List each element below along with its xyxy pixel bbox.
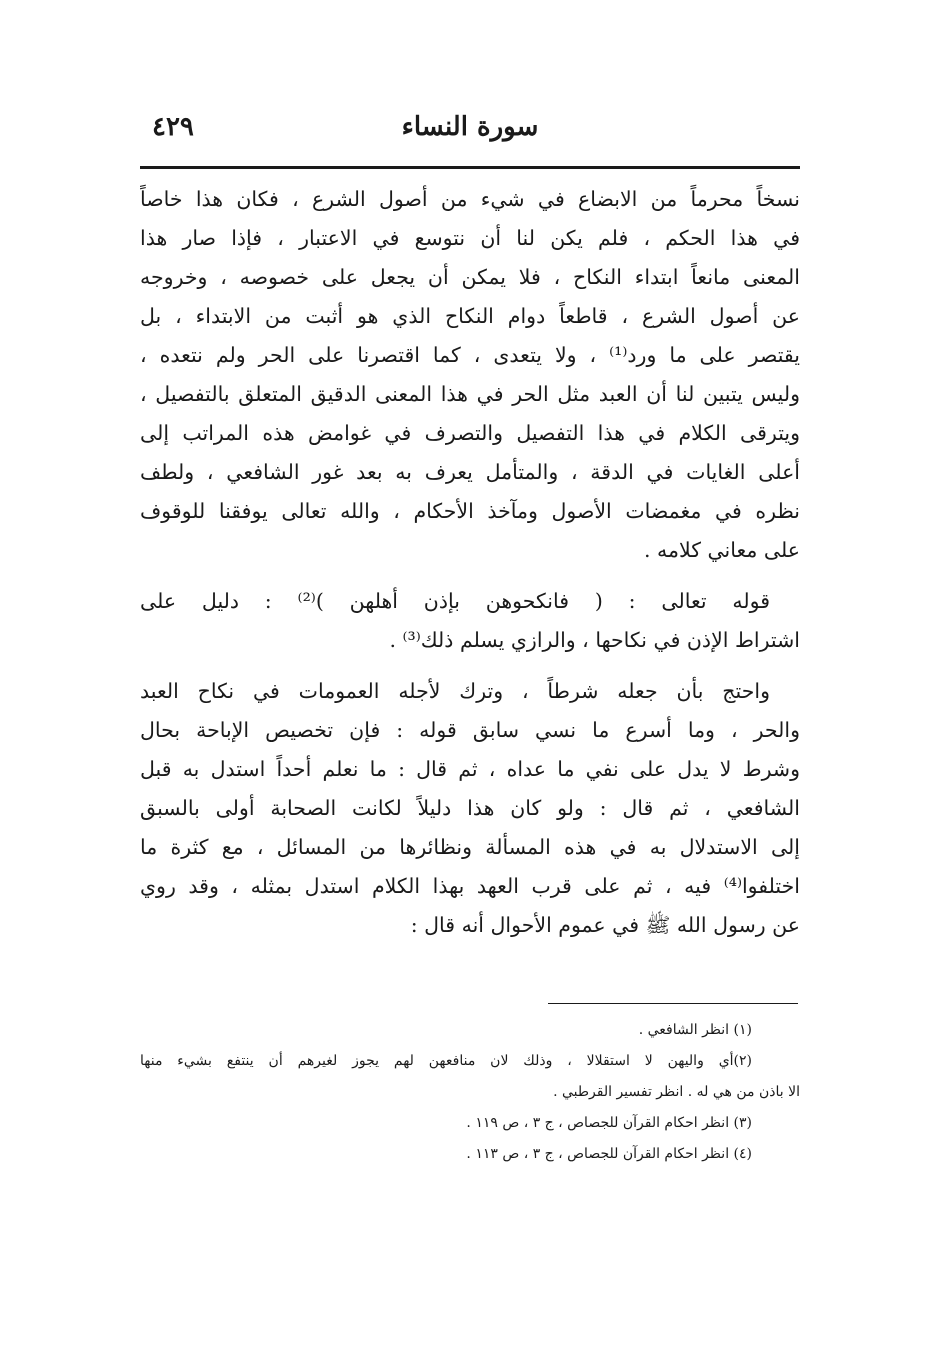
text-line: ويترقى الكلام في هذا التفصيل والتصرف في غوامض هذه المراتب إلى <box>140 421 800 445</box>
text-line: قوله تعالى : ( فانكحوهن بإذن أهلهن )⁽²⁾ : دليل على <box>140 589 770 613</box>
running-title: سورة النساء <box>401 112 539 142</box>
page-header <box>140 112 800 152</box>
paragraph-gap <box>140 570 800 582</box>
text-line: نظره في مغمضات الأصول ومآخذ الأحكام ، والله تعالى يوفقنا للوقوف <box>140 499 800 523</box>
paragraph-2 <box>140 582 800 660</box>
footnote-3: (٣) انظر احكام القرآن للجصاص ، ج ٣ ، ص ١١٩ . <box>466 1115 752 1131</box>
footnote-2: (٢)أي واليهن لا استقلالا ، وذلك لان منافعهن لهم يجوز لغيرهم أن ينتفع بشيء منها <box>140 1053 752 1069</box>
text-line: إلى الاستدلال به في هذه المسألة ونظائرها من المسائل ، مع كثرة ما <box>140 835 800 859</box>
text-line: يقتصر على ما ورد⁽¹⁾ ، ولا يتعدى ، كما اقتصرنا على الحر ولم نتعده ، <box>140 343 800 367</box>
text-line: الشافعي ، ثم قال : ولو كان هذا دليلاً لكانت الصحابة أولى بالسبق <box>140 796 800 820</box>
footnote-rule <box>548 1003 798 1004</box>
footnote-4: (٤) انظر احكام القرآن للجصاص ، ج ٣ ، ص ١١٣ . <box>466 1146 752 1162</box>
text-line: عن أصول الشرع ، قاطعاً دوام النكاح الذي هو أثبت من الابتداء ، بل <box>140 304 800 328</box>
page-number: ٤٢٩ <box>152 112 194 142</box>
text-line: وليس يتبين لنا أن العبد مثل الحر في هذا المعنى الدقيق المتعلق بالتفصيل ، <box>140 382 800 406</box>
text-line: في هذا الحكم ، فلم يكن لنا أن نتوسع في الاعتبار ، فإذا صار هذا <box>140 226 800 250</box>
footnote-1: (١) انظر الشافعي . <box>638 1022 752 1038</box>
text-line: والحر ، وما أسرع ما نسي سابق قوله : فإن تخصيص الإباحة بحال <box>140 718 800 742</box>
text-line: اشتراط الإذن في نكاحها ، والرازي يسلم ذلك⁽³⁾ . <box>389 628 800 652</box>
footnotes <box>140 1015 800 1170</box>
text-line: وشرط لا يدل على نفي ما عداه ، ثم قال : ما نعلم أحداً استدل به قبل <box>140 757 800 781</box>
text-line: اختلفوا⁽⁴⁾ فيه ، ثم على قرب العهد بهذا الكلام استدل بمثله ، وقد روي <box>140 874 800 898</box>
text-line: عن رسول الله ﷺ في عموم الأحوال أنه قال : <box>410 913 800 937</box>
text-line: المعنى مانعاً ابتداء النكاح ، فلا يمكن أن يجعل على خصوصه ، وخروجه <box>140 265 800 289</box>
paragraph-1 <box>140 180 800 570</box>
text-line: أعلى الغايات في الدقة ، والمتأمل يعرف به بعد غور الشافعي ، ولطف <box>140 460 800 484</box>
text-line: واحتج بأن جعله شرطاً ، وترك لأجله العمومات في نكاح العبد <box>140 679 770 703</box>
text-line: نسخاً محرماً من الابضاع في شيء من أصول الشرع ، فكان هذا خاصاً <box>140 187 800 211</box>
paragraph-3 <box>140 672 800 945</box>
text-line: على معاني كلامه . <box>643 538 800 562</box>
header-rule <box>140 166 800 169</box>
body-text <box>140 180 800 945</box>
footnote-2-continued: الا باذن من هي له . انظر تفسير القرطبي . <box>553 1084 800 1100</box>
paragraph-gap <box>140 660 800 672</box>
